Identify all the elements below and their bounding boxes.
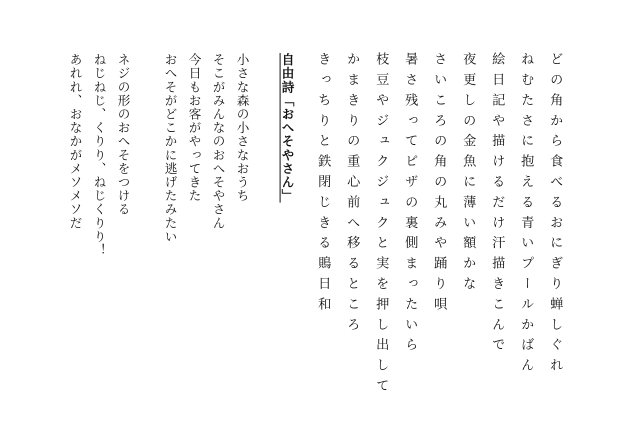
haiku-line: きっちりと鉄閉じきる鵙日和 <box>315 52 331 318</box>
free-poem-line: そこがみんなのおへそやさん <box>210 53 226 230</box>
haiku-line: 絵日記や描けるだけ汗描きこんで <box>489 52 505 358</box>
haiku-line: どの角から食べるおにぎり蝉しぐれ <box>547 52 563 379</box>
haiku-line: 枝豆やジュクジュクと実を押し出して <box>373 52 389 399</box>
free-poem-line: 小さな森の小さなおうち <box>234 53 250 203</box>
haiku-line: ねむたさに抱える青いプールかばん <box>518 52 534 379</box>
haiku-line: 夜更しの金魚に薄い額かな <box>460 52 476 297</box>
free-poem-line: ねじねじ、くりり、ねじくりり！ <box>91 53 107 257</box>
free-poem-line: ネジの形のおへそをつける <box>115 53 131 217</box>
free-poem-title: 自由詩「おへそやさん」 <box>279 53 295 203</box>
haiku-line: かまきりの重心前へ移るところ <box>344 52 360 338</box>
free-poem-line: あれれ、おなかがメソメソだ <box>67 53 83 230</box>
free-poem-line: おへそがどこかに逃げたみたい <box>162 53 178 244</box>
free-poem-line: 今日もお客がやってきた <box>186 53 202 203</box>
haiku-line: 暑さ残ってピザの裏側まったいら <box>402 52 418 358</box>
haiku-line: さいころの角の丸みや踊り唄 <box>431 52 447 318</box>
